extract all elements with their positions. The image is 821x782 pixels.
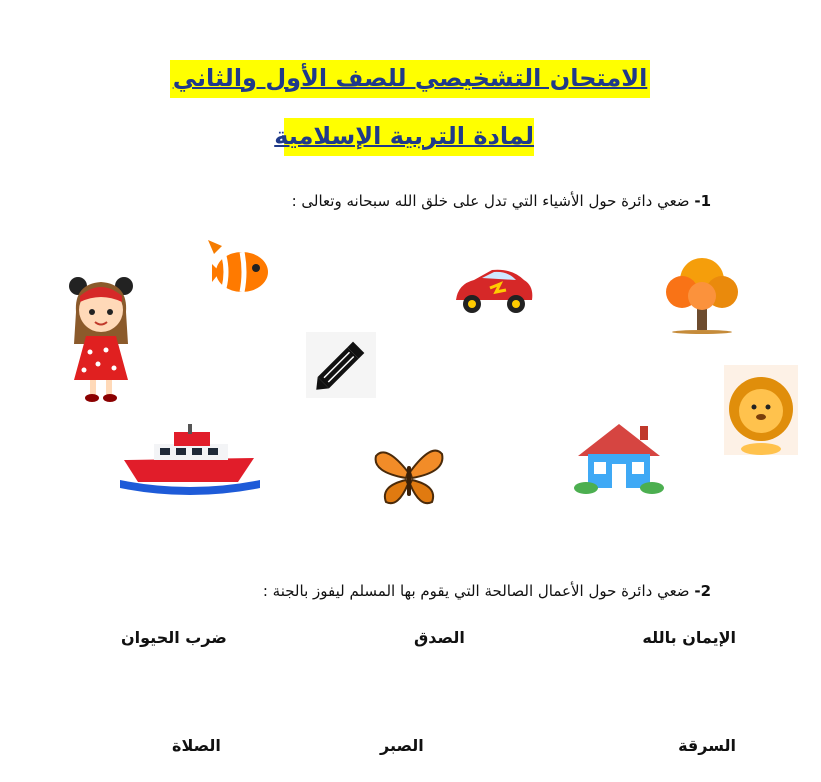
butterfly-icon[interactable] xyxy=(372,442,446,510)
title-line-1: الامتحان التشخيصي للصف الأول والثاني xyxy=(170,60,650,98)
option-hitting-animals[interactable]: ضرب الحيوان xyxy=(121,628,227,647)
option-faith[interactable]: الإيمان بالله xyxy=(642,628,736,647)
tree-icon[interactable] xyxy=(660,252,744,334)
house-icon[interactable] xyxy=(572,420,666,496)
fish-icon[interactable] xyxy=(206,234,272,300)
lion-icon[interactable] xyxy=(724,365,798,455)
boat-icon[interactable] xyxy=(118,420,262,496)
question-2-number: 2- xyxy=(694,582,711,600)
question-1-text: ضعي دائرة حول الأشياء التي تدل على خلق الله سبحانه وتعالى : xyxy=(291,192,690,210)
title-line-2: لمادة التربية الإسلامية xyxy=(284,118,534,156)
pencil-icon[interactable] xyxy=(306,332,376,398)
question-2-text: ضعي دائرة حول الأعمال الصالحة التي يقوم بها المسلم ليفوز بالجنة : xyxy=(262,582,690,600)
option-theft[interactable]: السرقة xyxy=(678,736,736,755)
question-2 xyxy=(263,582,711,600)
car-icon[interactable] xyxy=(452,262,536,320)
question-1 xyxy=(292,192,711,210)
girl-icon[interactable] xyxy=(66,272,136,404)
option-patience[interactable]: الصبر xyxy=(380,736,424,755)
option-prayer[interactable]: الصلاة xyxy=(172,736,221,755)
question-1-number: 1- xyxy=(694,192,711,210)
option-honesty[interactable]: الصدق xyxy=(414,628,465,647)
